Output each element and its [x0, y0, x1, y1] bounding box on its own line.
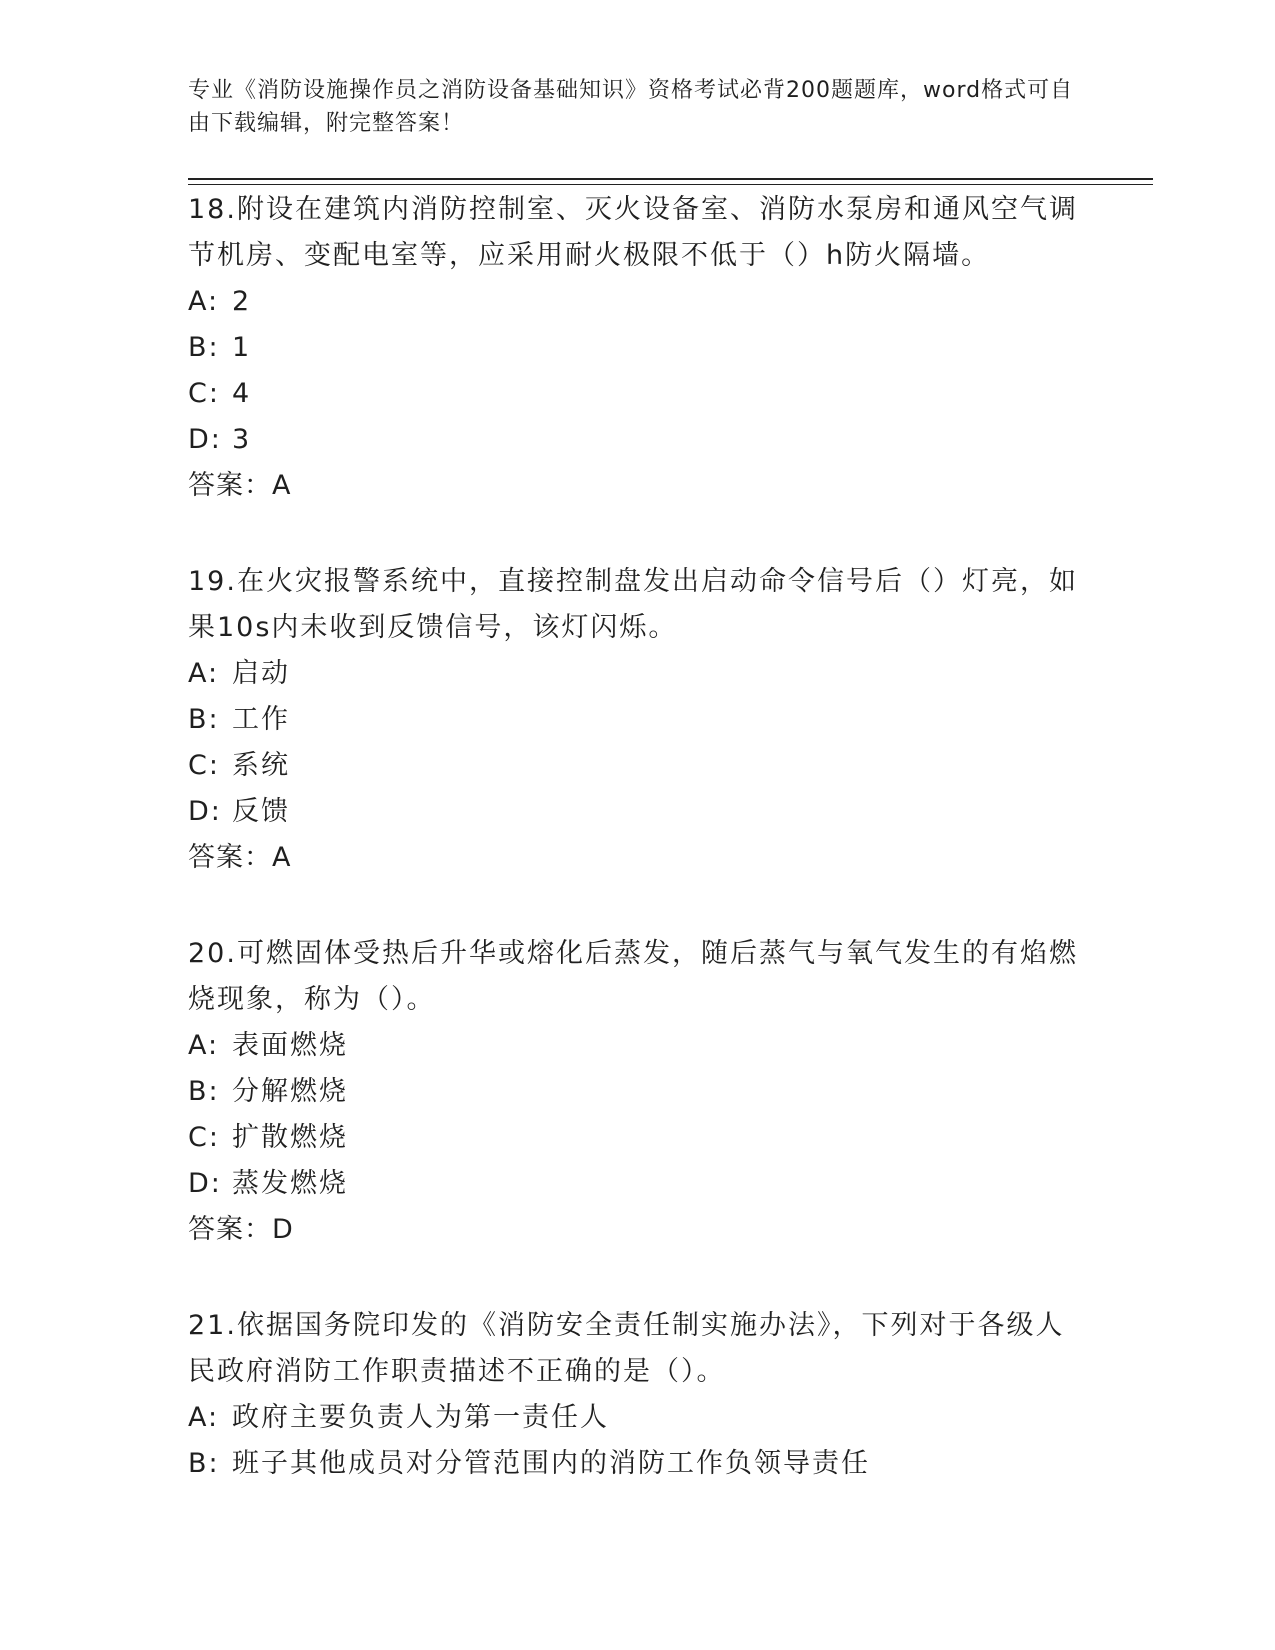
- option-c: [188, 1115, 1088, 1161]
- option-text: 工作: [232, 704, 290, 735]
- option-a: [188, 279, 1088, 325]
- option-key: B:: [188, 704, 220, 735]
- answer-line: 答案：A: [188, 842, 292, 873]
- option-text: 扩散燃烧: [232, 1122, 348, 1153]
- option-b: [188, 1441, 1088, 1487]
- option-key: C:: [188, 750, 220, 781]
- option-a: [188, 651, 1088, 697]
- option-text: 表面燃烧: [232, 1030, 348, 1061]
- option-key: A:: [188, 658, 220, 689]
- option-text: 2: [232, 286, 252, 317]
- document-header: [188, 74, 1088, 140]
- option-text: 1: [232, 332, 252, 363]
- option-text: 3: [232, 424, 252, 455]
- option-a: [188, 1395, 1088, 1441]
- option-key: A:: [188, 1402, 220, 1433]
- option-d: [188, 417, 1088, 463]
- option-text: 政府主要负责人为第一责任人: [232, 1402, 609, 1433]
- question-21: [188, 1303, 1088, 1487]
- option-text: 反馈: [232, 796, 290, 827]
- answer-line: 答案：A: [188, 470, 292, 501]
- option-c: [188, 743, 1088, 789]
- question-stem: 21.依据国务院印发的《消防安全责任制实施办法》，下列对于各级人民政府消防工作职责描述不正确的是（）。: [188, 1310, 1065, 1387]
- option-key: D:: [188, 424, 222, 455]
- option-c: [188, 371, 1088, 417]
- question-stem: 18.附设在建筑内消防控制室、灭火设备室、消防水泵房和通风空气调节机房、变配电室等，应采用耐火极限不低于（）h防火隔墙。: [188, 194, 1078, 271]
- option-key: A:: [188, 286, 220, 317]
- option-key: B:: [188, 1448, 220, 1479]
- header-divider-thin: [188, 184, 1153, 185]
- option-text: 启动: [232, 658, 290, 689]
- option-d: [188, 789, 1088, 835]
- option-key: A:: [188, 1030, 220, 1061]
- question-19: [188, 559, 1088, 881]
- question-20: [188, 931, 1088, 1253]
- option-b: [188, 325, 1088, 371]
- option-key: B:: [188, 332, 220, 363]
- question-18: [188, 187, 1088, 509]
- answer-line: 答案：D: [188, 1214, 294, 1245]
- option-text: 4: [232, 378, 252, 409]
- header-text: 专业《消防设施操作员之消防设备基础知识》资格考试必背200题题库，word格式可自由下载编辑，附完整答案！: [188, 78, 1074, 136]
- option-text: 系统: [232, 750, 290, 781]
- question-stem: 19.在火灾报警系统中，直接控制盘发出启动命令信号后（）灯亮，如果10s内未收到反馈信号，该灯闪烁。: [188, 566, 1078, 643]
- option-b: [188, 1069, 1088, 1115]
- option-key: D:: [188, 796, 222, 827]
- option-text: 蒸发燃烧: [232, 1168, 348, 1199]
- option-key: C:: [188, 378, 220, 409]
- option-key: C:: [188, 1122, 220, 1153]
- question-stem: 20.可燃固体受热后升华或熔化后蒸发，随后蒸气与氧气发生的有焰燃烧现象，称为（）。: [188, 938, 1078, 1015]
- option-text: 班子其他成员对分管范围内的消防工作负领导责任: [232, 1448, 870, 1479]
- option-b: [188, 697, 1088, 743]
- question-list: [188, 187, 1088, 1537]
- option-key: B:: [188, 1076, 220, 1107]
- option-text: 分解燃烧: [232, 1076, 348, 1107]
- option-a: [188, 1023, 1088, 1069]
- option-key: D:: [188, 1168, 222, 1199]
- option-d: [188, 1161, 1088, 1207]
- header-divider-thick: [188, 178, 1153, 180]
